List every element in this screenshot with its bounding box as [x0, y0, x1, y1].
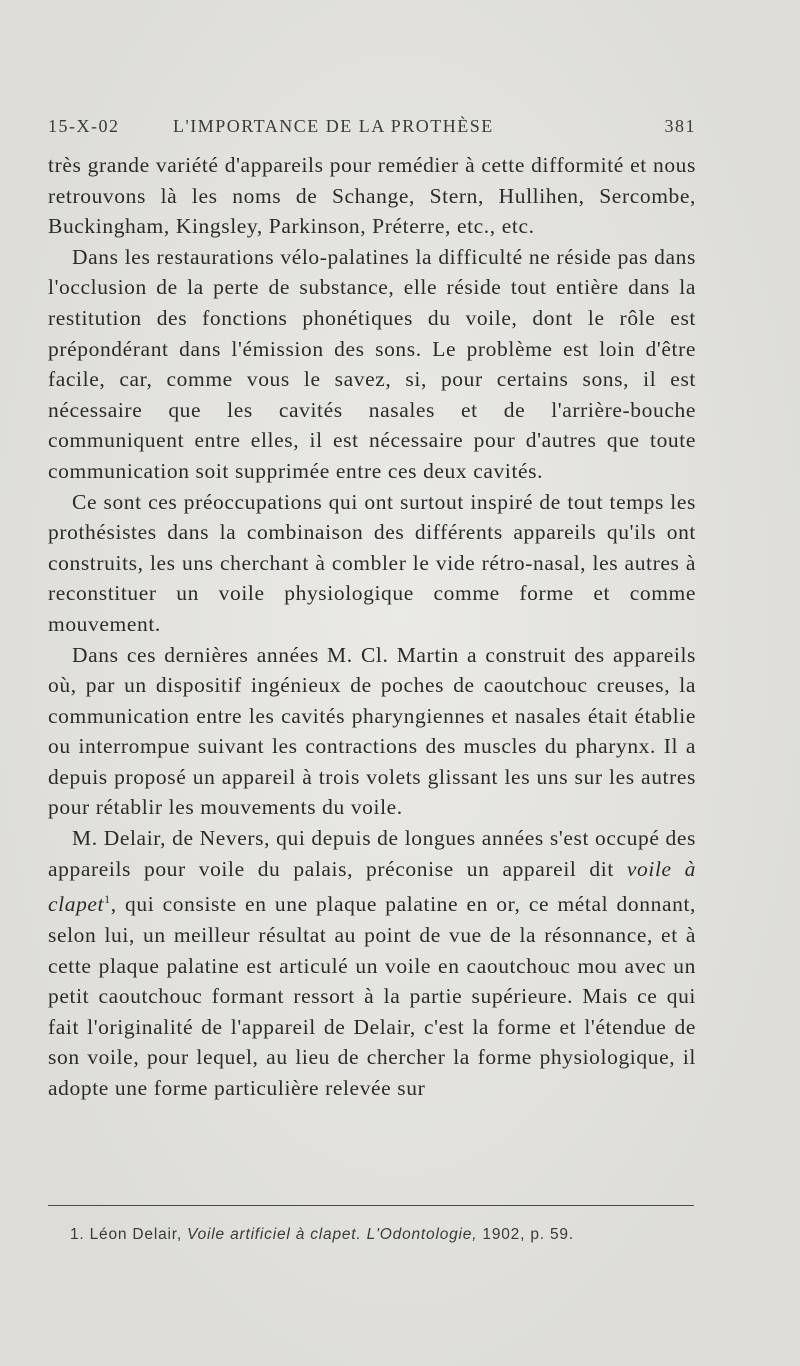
paragraph-5-end: , qui consiste en une plaque palatine en or, ce métal donnant, selon lui, un meilleur résultat au point de vue de la résonnance, et à cette plaque palatine est articulé un voile en caoutchouc mou avec un petit caoutchouc formant ressort à la partie supérieure. Mais ce qui fait l'originalité de l'appareil de Delair, c'est la forme et l'étendue de son voile, pour lequel, au lieu de chercher la forme physiologique, il adopte une forme particulière relevée sur — [48, 892, 696, 1100]
footnote-title: Voile artificiel à clapet. — [187, 1226, 362, 1243]
footnote-number: 1. — [70, 1226, 85, 1243]
paragraph-1: très grande variété d'appareils pour remédier à cette difformité et nous retrouvons là les noms de Schange, Stern, Hullihen, Sercombe, Buckingham, Kingsley, Parkinson, Préterre, etc., etc. — [48, 153, 696, 239]
paragraph-5-start: M. Delair, de Nevers, qui depuis de longues années s'est occupé des appareils pour voile du palais, préconise un appareil dit — [48, 826, 696, 881]
paragraph-5 — [48, 823, 696, 1104]
header-date: 15-X-02 — [48, 116, 120, 136]
body-text — [48, 150, 696, 1104]
footnote-ref: 1 — [104, 892, 111, 907]
paragraph-5-italic: voile à clapet — [48, 856, 697, 917]
running-header — [48, 116, 696, 142]
header-title: L'IMPORTANCE DE LA PROTHÈSE — [173, 116, 494, 136]
paragraph-4: Dans ces dernières années M. Cl. Martin a construit des appareils où, par un dispositif ingénieux de poches de caoutchouc creuses, la communication entre les cavités pharyngiennes et nasales était établie ou interrompue suivant les contractions des muscles du pharynx. Il a depuis proposé un appareil à trois volets glissant les uns sur les autres pour rétablir les mouvements du voile. — [48, 642, 696, 820]
footnote-journal: L'Odontologie, — [366, 1226, 478, 1243]
paragraph-2: Dans les restaurations vélo-palatines la difficulté ne réside pas dans l'occlusion de la perte de substance, elle réside tout entière dans la restitution des fonctions phonétiques du voile, dont le rôle est prépondérant dans l'émission des sons. Le problème est loin d'être facile, car, comme vous le savez, si, pour certains sons, il est nécessaire que les cavités nasales et de l'arrière-bouche communiquent entre elles, il est nécessaire pour d'autres que toute communication soit supprimée entre ces deux cavités. — [48, 244, 696, 483]
footnote — [70, 1226, 690, 1244]
footnote-year-page: 1902, p. 59. — [482, 1226, 574, 1243]
footnote-author: Léon Delair, — [89, 1226, 182, 1243]
page-number: 381 — [664, 116, 696, 136]
footnote-rule — [48, 1205, 694, 1206]
paragraph-3: Ce sont ces préoccupations qui ont surtout inspiré de tout temps les prothésistes dans la combinaison des différents appareils qu'ils ont construits, les uns cherchant à combler le vide rétro-nasal, les autres à reconstituer un voile physiologique comme forme et comme mouvement. — [48, 489, 696, 636]
